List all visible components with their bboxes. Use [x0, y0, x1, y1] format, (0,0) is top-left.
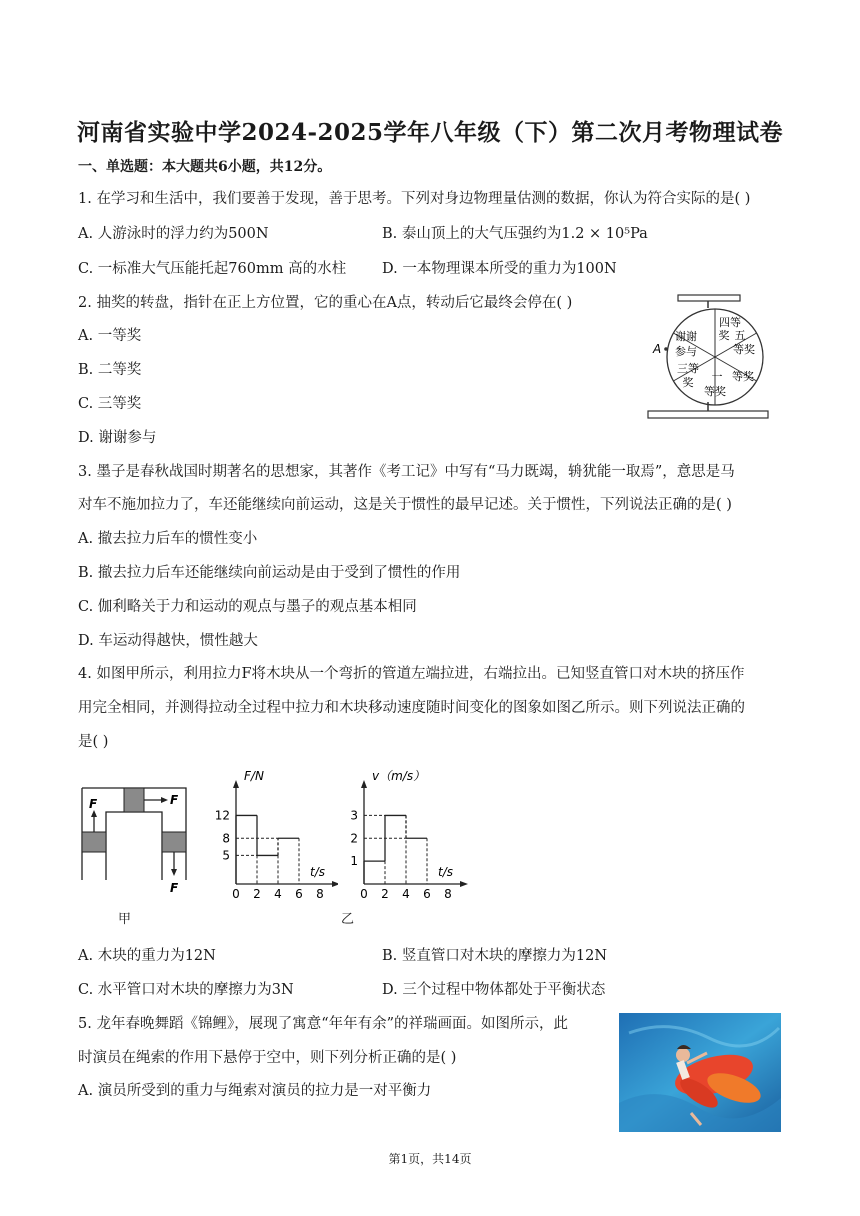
q1-stem: 1. 在学习和生活中，我们要善于发现，善于思考。下列对身边物理量估测的数据，你认为符合实际的是( ): [78, 191, 751, 207]
wheel-sector-first-b: 等奖: [704, 385, 726, 398]
wheel-sector-thanks: 谢谢: [675, 330, 697, 343]
q2-option-b: B. 二等奖: [78, 362, 142, 378]
wheel-sector-five-b: 等奖: [733, 343, 755, 356]
velocity-chart-x-label: t/s: [438, 865, 453, 879]
block-left: [82, 832, 106, 852]
velocity-chart-x-tick: 0: [360, 887, 368, 901]
q5-stem-line2: 时演员在绳索的作用下悬停于空中，则下列分析正确的是( ): [78, 1050, 457, 1066]
q3-option-d: D. 车运动得越快，惯性越大: [78, 633, 258, 649]
force-chart-y-label: F/N: [244, 769, 264, 783]
velocity-chart-x-tick: 8: [444, 887, 452, 901]
wheel-point-label: A: [653, 342, 662, 356]
force-chart-y-tick: 12: [214, 808, 230, 823]
center-of-gravity-dot: [664, 347, 668, 351]
velocity-chart-y-tick: 2: [350, 831, 358, 846]
q4-stem-line3: 是( ): [78, 734, 109, 750]
wheel-sector-five: 五: [734, 329, 746, 342]
pipe-diagram: [76, 780, 196, 925]
q1-option-b: B. 泰山顶上的大气压强约为1.2 × 10⁵Pa: [382, 226, 648, 242]
velocity-chart-y-tick: 1: [350, 854, 358, 869]
section-heading: 一、单选题：本大题共6小题，共12分。: [78, 159, 332, 175]
q4-option-a: A. 木块的重力为12N: [78, 948, 216, 964]
force-label-right: F: [170, 881, 179, 895]
velocity-chart-x-tick: 6: [423, 887, 431, 901]
figure-label-jia: 甲: [118, 912, 132, 927]
force-time-chart: [210, 768, 338, 903]
force-chart-x-tick: 0: [232, 887, 240, 901]
dancer-photo: [619, 1013, 781, 1132]
q5-stem-line1: 5. 龙年春晚舞蹈《锦鲤》，展现了寓意“年年有余”的祥瑞画面。如图所示，此: [78, 1016, 569, 1032]
figure-label-yi: 乙: [341, 912, 355, 927]
wheel-sector-third-b: 奖: [682, 376, 694, 389]
q1-option-d: D. 一本物理课本所受的重力为100N: [382, 261, 617, 277]
block-right: [162, 832, 186, 852]
q3-stem-line2: 对车不施加拉力了，车还能继续向前运动，这是关于惯性的最早记述。关于惯性，下列说法正确的是( ): [78, 497, 732, 513]
q3-stem-line1: 3. 墨子是春秋战国时期著名的思想家，其著作《考工记》中写有“马力既竭，辀犹能一取焉”，意思是马: [78, 464, 735, 480]
wheel-sector-thanks-b: 参与: [675, 345, 697, 358]
force-chart-y-tick: 8: [222, 831, 230, 846]
wheel-sector-third: 三等: [677, 362, 699, 375]
force-label-top: F: [170, 793, 179, 807]
wheel-sector-second: 等奖: [732, 370, 754, 383]
q2-option-c: C. 三等奖: [78, 396, 142, 412]
q4-stem-line2: 用完全相同，并测得拉动全过程中拉力和木块移动速度随时间变化的图象如图乙所示。则下列说法正确的: [78, 700, 745, 716]
q1-option-a: A. 人游泳时的浮力约为500N: [78, 226, 269, 242]
block-top: [124, 788, 144, 812]
force-chart-x-tick: 4: [274, 887, 282, 901]
velocity-time-chart: [338, 768, 478, 903]
q4-option-d: D. 三个过程中物体都处于平衡状态: [382, 982, 606, 998]
q1-option-c: C. 一标准大气压能托起760mm 高的水柱: [78, 261, 347, 277]
wheel-sector-first: 一: [711, 370, 723, 383]
q4-option-b: B. 竖直管口对木块的摩擦力为12N: [382, 948, 608, 964]
wheel-sector-four-b: 奖: [718, 329, 730, 342]
wheel-sector-four: 四等: [719, 316, 741, 329]
q2-option-a: A. 一等奖: [78, 328, 142, 344]
force-chart-x-tick: 2: [253, 887, 261, 901]
force-chart-x-label: t/s: [310, 865, 325, 879]
q4-option-c: C. 水平管口对木块的摩擦力为3N: [78, 982, 294, 998]
page-title: 河南省实验中学2024-2025学年八年级（下）第二次月考物理试卷: [76, 119, 784, 146]
velocity-chart-y-label: v（m/s）: [372, 769, 426, 783]
force-chart-x-tick: 8: [316, 887, 324, 901]
force-label-left: F: [89, 797, 98, 811]
q5-option-a: A. 演员所受到的重力与绳索对演员的拉力是一对平衡力: [78, 1083, 432, 1099]
velocity-chart-y-tick: 3: [350, 808, 358, 823]
velocity-chart-x-arrow: [460, 881, 468, 887]
page-footer: 第1页，共14页: [388, 1152, 472, 1166]
force-chart-x-tick: 6: [295, 887, 303, 901]
q3-option-b: B. 撤去拉力后车还能继续向前运动是由于受到了惯性的作用: [78, 565, 461, 581]
q3-option-a: A. 撤去拉力后车的惯性变小: [78, 531, 258, 547]
prize-wheel-figure: [644, 294, 774, 422]
velocity-chart-y-arrow: [361, 780, 367, 788]
force-chart-y-tick: 5: [222, 848, 230, 863]
q3-option-c: C. 伽利略关于力和运动的观点与墨子的观点基本相同: [78, 599, 417, 615]
velocity-chart-x-tick: 2: [381, 887, 389, 901]
velocity-chart-x-tick: 4: [402, 887, 410, 901]
q2-stem: 2. 抽奖的转盘，指针在正上方位置，它的重心在A点，转动后它最终会停在( ): [78, 295, 573, 311]
q2-option-d: D. 谢谢参与: [78, 430, 157, 446]
force-chart-y-arrow: [233, 780, 239, 788]
q4-stem-line1: 4. 如图甲所示，利用拉力F将木块从一个弯折的管道左端拉进，右端拉出。已知竖直管口对木块的挤压作: [78, 666, 745, 682]
